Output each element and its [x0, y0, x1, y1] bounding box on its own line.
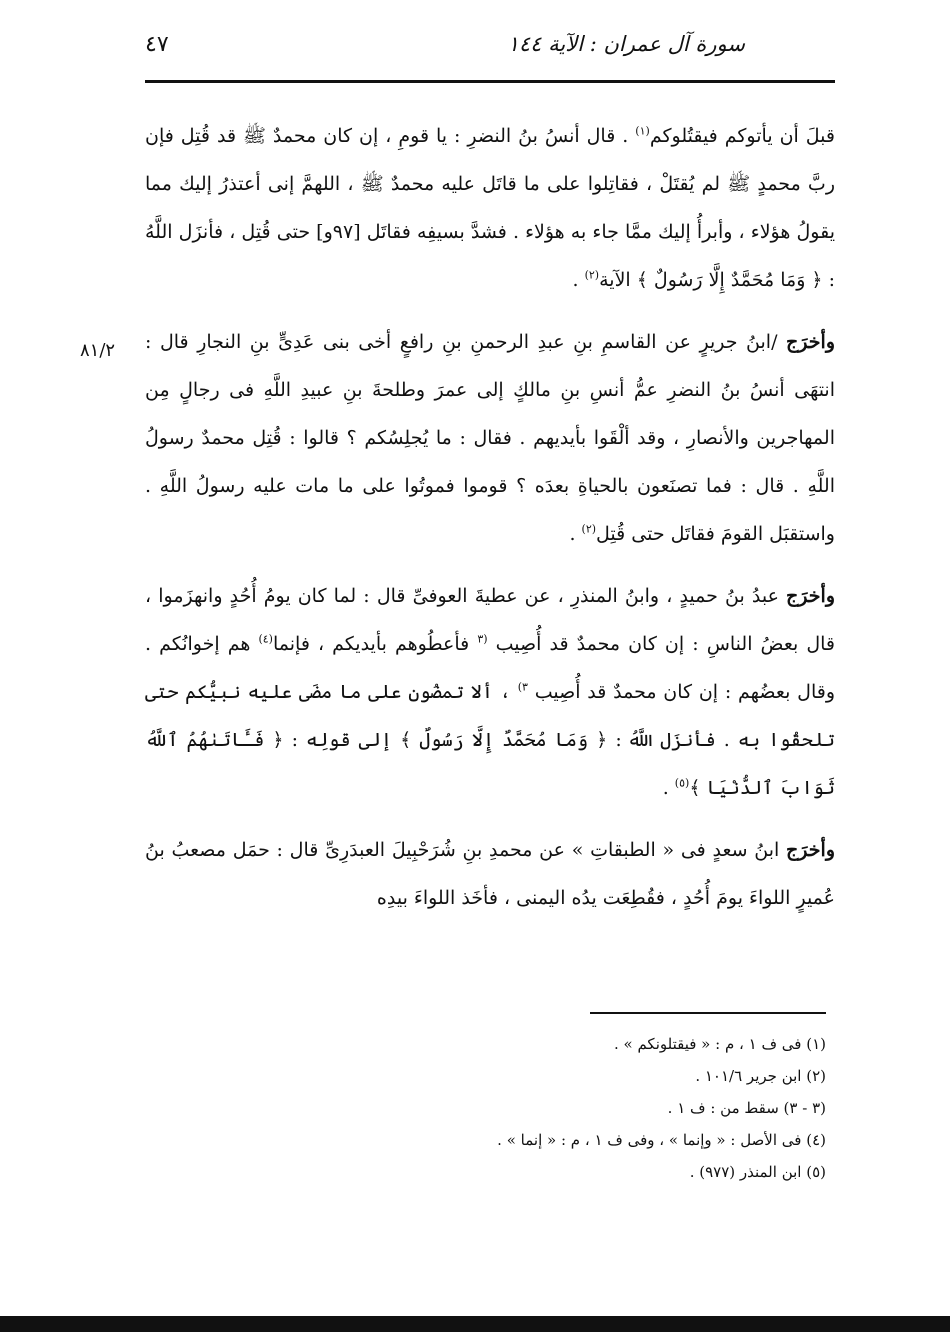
footnotes: [300, 1028, 826, 1188]
footnote-marker: (٤): [258, 632, 273, 646]
footnote-marker: (١): [635, 124, 650, 138]
footnote-marker: ٣): [517, 680, 528, 694]
footnote-marker: (٥): [674, 776, 690, 790]
paragraph-text: قبلَ أن يأتوكم فيقتُلوكم: [649, 125, 835, 147]
paragraph-lead: وأخرَج: [786, 331, 835, 353]
main-text: [145, 112, 835, 922]
footnote-marker: (٢): [584, 268, 600, 282]
page-header: [145, 32, 835, 72]
running-title: سورة آل عمران : الآية ١٤٤: [507, 32, 745, 56]
margin-reference: ٨١/٢: [80, 340, 116, 361]
paragraph-text: .: [572, 269, 585, 291]
paragraph-lead: وأخرَج: [786, 585, 835, 607]
footnote: (٥) ابن المنذر (٩٧٧) .: [689, 1163, 826, 1181]
footnote: (٤) فى الأصل : « وإنما » ، وفى ف ١ ، م : « إنما » .: [497, 1131, 826, 1149]
footnote: (٢) ابن جرير ١٠١/٦ .: [695, 1067, 826, 1085]
footnote-marker: (٣: [477, 632, 488, 646]
header-rule: [145, 80, 835, 83]
footnote: (١) فى ف ١ ، م : « فيقتلونكم » .: [613, 1035, 826, 1053]
scan-edge: [0, 1316, 950, 1332]
paragraph-text: عبدُ بنُ حميدٍ ، وابنُ المنذرِ ، عن عطيةَ العوفىِّ قال : لما كان يومُ أُحُدٍ وانهزَموا ، قال بعضُ الناسِ : إن كان محمدٌ قد أُصِيب: [145, 585, 836, 655]
paragraph-text: فأعطُوهم بأيديكم ، فإنما: [272, 633, 478, 655]
paragraph: [145, 572, 835, 812]
paragraph-text: ، ألا تمضُون على ما مضَى عليه نبيُّكم حتى تلحقُوا به . فأنزَل اللَّهُ : ﴿ وَمَا مُحَمَّدٌ إِلَّا رَسُولٌ ﴾ إلى قولِه : ﴿ فَـَٔاتَىٰهُمُ ٱللَّهُ ثَوَابَ ٱلدُّنْيَا ﴾: [145, 681, 835, 799]
page-number: ٤٧: [145, 32, 169, 57]
paragraph-text: .: [662, 777, 675, 799]
paragraph-text: . قال أنسُ بنُ النضرِ : يا قومِ ، إن كان محمدٌ ﷺ قد قُتِل فإن ربَّ محمدٍ ﷺ لم يُقتَلْ ، فقاتِلوا على ما قاتَل عليه محمدٌ ﷺ ، اللهمَّ إنى أعتذرُ إليك مما يقولُ هؤلاء ، وأبرأُ إليك ممَّا جاء به هؤلاء . فشدَّ بسيفِه فقاتَل [٩٧و] حتى قُتِل ، فأنزَل اللَّهُ : ﴿ وَمَا مُحَمَّدٌ إِلَّا رَسُولٌ ﴾ الآية: [145, 125, 835, 291]
paragraph-text: هم إخوانُكم . وقال بعضُهم : إن كان محمدٌ قد أُصِيب: [145, 633, 835, 703]
paragraph-lead: وأخرَج: [786, 839, 835, 861]
paragraph-text: ابنُ سعدٍ فى « الطبقاتِ » عن محمدِ بنِ شُرَحْبِيلَ العبدَرِىِّ قال : حمَل مصعبُ بنُ عُميرٍ اللواءَ يومَ أُحُدٍ ، فقُطِعَت يدُه اليمنى ، فأخَذ اللواءَ بيدِه: [145, 839, 835, 909]
paragraph-text: .: [569, 523, 582, 545]
paragraph: [145, 318, 835, 558]
paragraph-text: /ابنُ جريرٍ عن القاسمِ بنِ عبدِ الرحمنِ بنِ رافعٍ أخى بنى عَدِىٍّ بنِ النجارِ قال : انتهَى أنسُ بنُ النضرِ عمُّ أنسِ بنِ مالكٍ إلى عمرَ وطلحةَ بنِ عبيدِ اللَّهِ فى رجالٍ مِن المهاجرين والأنصارِ ، وقد ألْقَوا بأيديهم . فقال : ما يُجلِسُكم ؟ قالوا : قُتِل محمدٌ رسولُ اللَّهِ . قال : فما تصنَعون بالحياةِ بعدَه ؟ قوموا فموتُوا على ما مات عليه رسولُ اللَّهِ . واستقبَل القومَ فقاتَل حتى قُتِل: [145, 331, 835, 545]
footnote-rule: [590, 1012, 826, 1014]
footnote: (٣ - ٣) سقط من : ف ١ .: [667, 1099, 826, 1117]
paragraph: [145, 112, 835, 304]
paragraph: [145, 826, 835, 922]
footnote-marker: (٢): [581, 522, 597, 536]
